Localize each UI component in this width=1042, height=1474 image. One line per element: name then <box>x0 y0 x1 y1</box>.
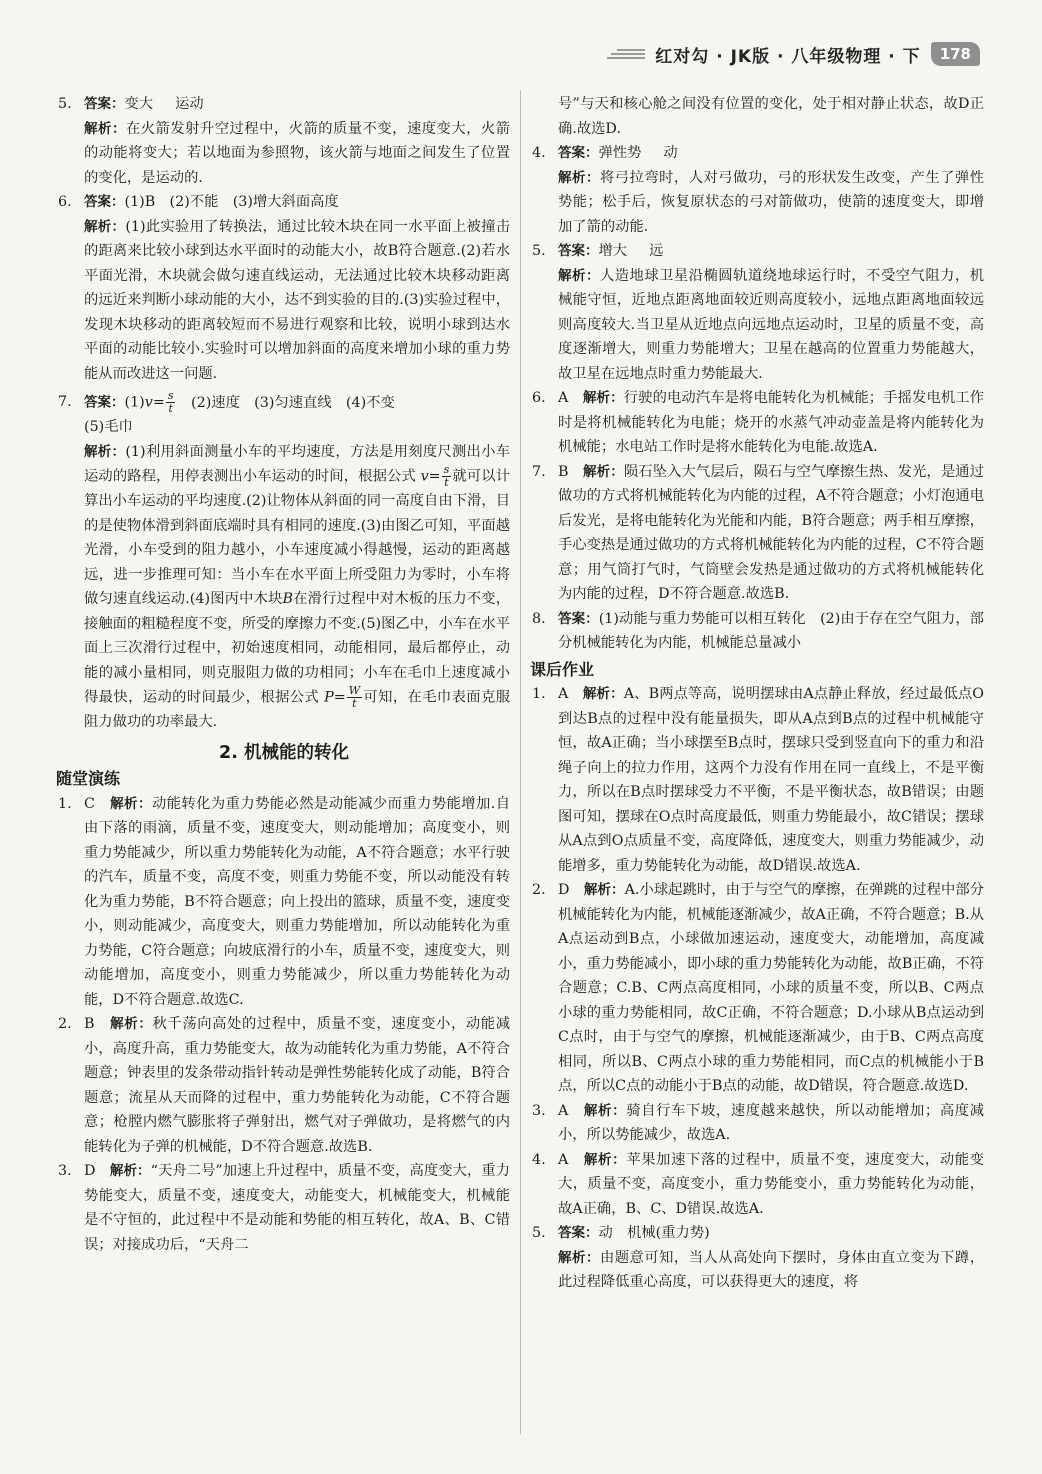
homework-3: 3. A 解析：骑自行车下坡，速度越来越快，所以动能增加；高度减小，所以势能减少，故选A. <box>532 1102 985 1143</box>
section-title: 2. 机械能的转化 <box>219 742 349 763</box>
homework-2: 2. D 解析：A.小球起跳时，由于与空气的摩擦，在弹跳的过程中部分机械能转化为内能，机械能逐渐减少，故A正确，不符合题意；B.从A点运动到B点，小球做加速运动，速度变大，动能增加，高度减小，重力势能减小，即小球的重力势能转化为动能，故B正确，不符合题意；C.B、C两点高度相同，小球的质量不变，所以B、C两点小球的重力势能相同，故C正确，不符合题意；D.小球从B点运动到C点时，由于与空气的摩擦，机械能逐渐减少，由于B、C两点高度相同，所以B、C两点小球的重力势能相同，而C点的机械能小于B点，所以C点的动能小于B点的动能，故D错误，符合题意.故选D. <box>532 882 985 1094</box>
column-divider <box>520 90 521 1434</box>
formula-fraction: $\frac{W}{t}$ <box>348 684 361 710</box>
analysis-text: (1)此实验用了转换法，通过比较木块在同一水平面上被撞击的距离来比较小球到达水平面时的动能大小，故B符合题意.(2)若水平面光滑，木块就会做匀速直线运动，无法通过比较木块移动距离的远近来判断小球动能的大小，达不到实验的目的.(3)实验过程中，发现木块移动的距离较短而不易进行观察和比较，说明小球到达水平面的动能比较小.实验时可以增加斜面的高度来增加小球的重力势能从而改进这一问题. <box>84 218 511 382</box>
formula-fraction: $\frac{s}{t}$ <box>443 463 450 489</box>
question-5: 5. 答案：变大 运动 解析：在火箭发射升空过程中，火箭的质量不变，速度变大，火箭的动能将变大；若以地面为参照物，该火箭与地面之间发生了位置的变化，是运动的. <box>58 96 511 186</box>
page-number: 178 <box>931 42 980 66</box>
exercise-3: 3. D 解析：“天舟二号”加速上升过程中，质量不变，高度变大，重力势能变大，质量不变，速度变大，动能变大，机械能变大，机械能是不守恒的，此过程中不是动能和势能的相互转化，故A、B、C错误；对接成功后，“天舟二 <box>58 1163 511 1253</box>
exercise-1: 1. C 解析：动能转化为重力势能必然是动能减少而重力势能增加.自由下落的雨滴，质量不变，速度变大，则动能增加；高度变小，则重力势能减少，所以重力势能转化为动能，A不符合题意；水平行驶的汽车，质量不变，高度不变，则重力势能不变，所以动能没有转化为重力势能，B不符合题意；向上投出的篮球，质量不变，速度变小，则动能减少，高度变大，则重力势能增加，所以动能转化为重力势能，C符合题意；向坡底滑行的小车，质量不变，速度变大，则动能增加，高度变小，则重力势能减少，所以重力势能转化为动能，D不符合题意.故选C. <box>58 795 511 1008</box>
question-7: 7. 答案：(1)v= $\frac{s}{t}$ (2)速度 (3)匀速直线 (4)不变 (5)毛巾 解析：(1)利用斜面测量小车的平均速度，方法是用刻度尺测出小车运动的路程，用停表测出小车运动的时间，根据公式 v= $\frac{s}{t}$ 就可以计算出小车运动的平均速度.(2)让物体从斜面的同一高度自由下滑，目的是使物体滑到斜面底端时具有相同的速度.(3)由图乙可知，平面越光滑，小车受到的阻力越小，小车速度减小得越慢，运动的距离越远，进一步推理可知：当小车在水平面上所受阻力为零时，小车将做匀速直线运动.(4)图丙中木块B在滑行过程中对木板的压力不变，接触面的粗糙程度不变，所受的摩擦力不变.(5)图乙中，小车在水平面上三次滑行过程中，初始速度相同，动能相同，最后都停止，动能的减小量相同，则克服阻力做的功相同；小车在毛巾上速度减小得最快，运动的时间最少，根据公式 P= $\frac{W}{t}$ 可知，在毛巾表面克服阻力做功的功率最大. <box>58 389 511 730</box>
book-title: 红对勾 · JK版 · 八年级物理 · 下 <box>655 46 921 67</box>
formula-fraction: $\frac{s}{t}$ <box>167 389 174 415</box>
homework-1: 1. A 解析：A、B两点等高，说明摆球由A点静止释放，经过最低点O到达B点的过程中没有能量损失，即从A点到B点的过程中机械能守恒，故A正确；当小球摆至B点时，摆球只受到竖直向下的重力和沿绳子向上的拉力作用，这两个力没有作用在同一直线上，不是平衡力，所以在B点时摆球受力不平衡，不是平衡状态，故B错误；由题图可知，摆球在O点时高度最低，则重力势能最小，故C错误；摆球从A点到O点质量不变，高度降低，速度变大，则重力势能减少，动能增多，重力势能转化为动能，故D错误.故选A. <box>532 686 985 874</box>
subsection-title: 随堂演练 <box>56 769 121 788</box>
exercise-2: 2. B 解析：秋千荡向高处的过程中，质量不变，速度变小，动能减小，高度升高，重力势能变大，故为动能转化为重力势能，A不符合题意；钟表里的发条带动指针转动是弹性势能转化成了动能，B符合题意；流星从天而降的过程中，重力势能转化为动能，C不符合题意；枪膛内燃气膨胀将子弹射出，燃气对子弹做功，是将燃气的内能转化为子弹的机械能，D不符合题意.故选B. <box>58 1016 511 1155</box>
homework-4: 4. A 解析：苹果加速下落的过程中，质量不变，速度变大，动能变大，质量不变，高度变小，重力势能变小，重力势能转化为动能，故A正确，B、C、D错误.故选A. <box>532 1151 985 1217</box>
question-5-right: 5. 答案：增大 远 解析：人造地球卫星沿椭圆轨道绕地球运行时，不受空气阻力，机械能守恒，近地点距离地面较近则高度较小，远地点距离地面较远则高度较大.当卫星从近地点向远地点运动时，卫星的质量不变，高度逐渐增大，则重力势能增大；卫星在越高的位置重力势能越大，故卫星在远地点时重力势能最大. <box>532 243 985 382</box>
homework-5: 5. 答案：动 机械(重力势) 解析：由题意可知，当人从高处向下摆时，身体由直立变为下蹲，此过程降低重心高度，可以获得更大的速度，将 <box>532 1225 985 1290</box>
continued-text: 号”与天和核心舱之间没有位置的变化，处于相对静止状态，故D正确.故选D. <box>558 96 984 137</box>
question-6: 6. 答案：(1)B (2)不能 (3)增大斜面高度 解析：(1)此实验用了转换法，通过比较木块在同一水平面上被撞击的距离来比较小球到达水平面时的动能大小，故B符合题意.(2)若水平面光滑，木块就会做匀速直线运动，无法通过比较木块移动距离的远近来判断小球动能的大小，达不到实验的目的.(3)实验过程中，发现木块移动的距离较短而不易进行观察和比较，说明小球到达水平面的动能比较小.实验时可以增加斜面的高度来增加小球的重力势能从而改进这一问题. <box>58 194 511 382</box>
left-column <box>58 92 510 1444</box>
header-decoration <box>607 47 645 61</box>
question-6-right: 6. A 解析：行驶的电动汽车是将电能转化为机械能；手摇发电机工作时是将机械能转化为电能；烧开的水蒸气冲动壶盖是将内能转化为机械能；水电站工作时是将水能转化为电能.故选A. <box>532 390 985 455</box>
question-8: 8. 答案：(1)动能与重力势能可以相互转化 (2)由于存在空气阻力，部分机械能转化为内能，机械能总量减小 <box>532 610 984 651</box>
analysis-text: 在火箭发射升空过程中，火箭的质量不变，速度变大，火箭的动能将变大；若以地面为参照物，该火箭与地面之间发生了位置的变化，是运动的. <box>84 120 511 186</box>
page-header <box>607 40 980 68</box>
question-7-right: 7. B 解析：陨石坠入大气层后，陨石与空气摩擦生热、发光，是通过做功的方式将机械能转化为内能的过程，A不符合题意；小灯泡通电后发光，是将电能转化为光能和内能，B符合题意；两手相互摩擦，手心变热是通过做功的方式将机械能转化为内能的过程，C不符合题意；用气筒打气时，气筒壁会发热是通过做功的方式将机械能转化为内能的过程，D不符合题意.故选B. <box>532 463 985 602</box>
question-4: 4. 答案：弹性势 动 解析：将弓拉弯时，人对弓做功，弓的形状发生改变，产生了弹性势能；松手后，恢复原状态的弓对箭做功，使箭的速度变大，即增加了箭的动能. <box>532 145 985 235</box>
right-column <box>532 92 984 1444</box>
subsection-title: 课后作业 <box>530 659 595 679</box>
